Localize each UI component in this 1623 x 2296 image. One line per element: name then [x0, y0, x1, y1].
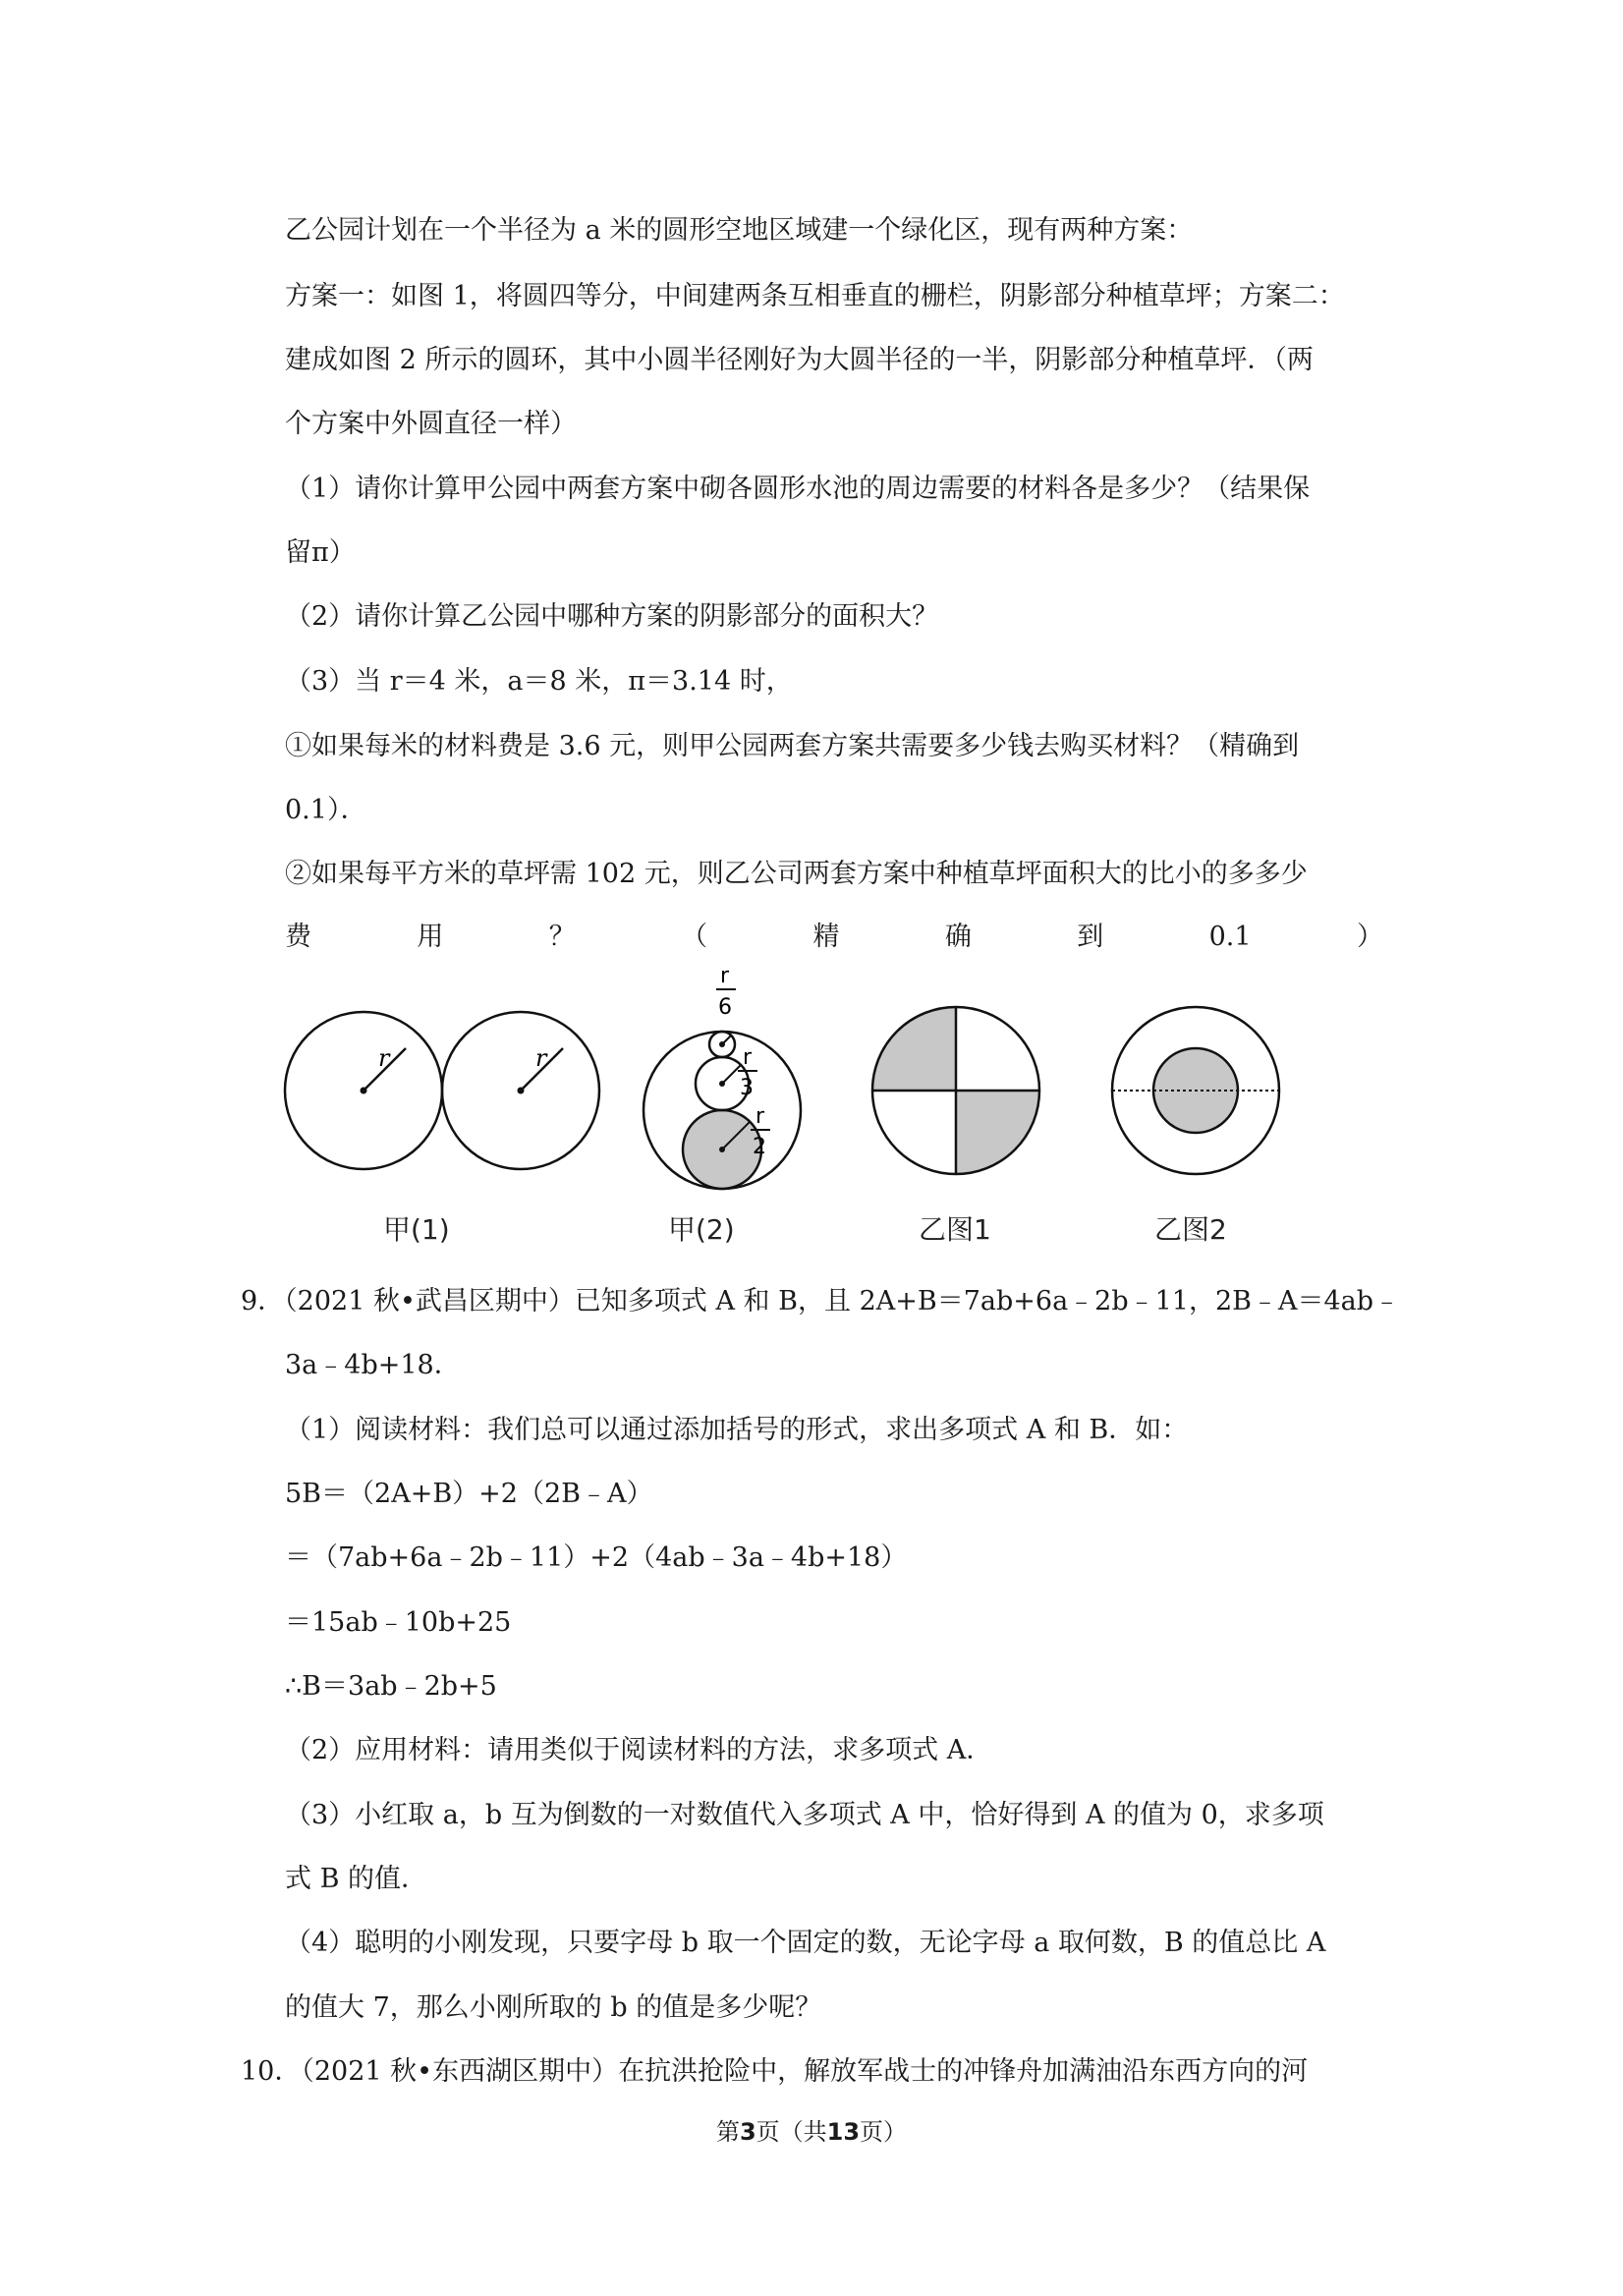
text-line: （2）请你计算乙公园中哪种方案的阴影部分的面积大？ — [285, 601, 939, 632]
text-line: 0.1）． — [285, 795, 367, 825]
caption-yi-1: 乙图1 — [919, 1213, 991, 1246]
page-total: 13 — [826, 2118, 861, 2146]
caption-jia-2: 甲(2) — [668, 1213, 735, 1246]
page-number: 3 — [739, 2118, 756, 2146]
figure-jia-1 — [280, 968, 614, 1213]
radius-label: r — [378, 1044, 390, 1072]
figure-yi-1 — [830, 968, 1086, 1213]
label-2: 2 — [753, 1135, 766, 1159]
q9-line: ＝15ab﹣10b+25 — [285, 1607, 512, 1638]
figure-jia-2 — [634, 953, 811, 1218]
q9-line: （4）聪明的小刚发现，只要字母 b 取一个固定的数，无论字母 a 取何数，B 的值总比 A — [285, 1928, 1326, 1958]
justified-line: 费 用 ？ （ 精 确 到 0.1 ） — [285, 922, 1383, 952]
figures-row — [275, 964, 1316, 1262]
q9-line: 3a﹣4b+18． — [285, 1350, 461, 1380]
text-line: （1）请你计算甲公园中两套方案中砌各圆形水池的周边需要的材料各是多少？（结果保 — [285, 474, 1311, 504]
text-line: 乙公园计划在一个半径为 a 米的圆形空地区域建一个绿化区，现有两种方案： — [285, 215, 1194, 246]
label-6: 6 — [718, 995, 732, 1020]
caption-yi-2: 乙图2 — [1154, 1213, 1227, 1246]
text-line: 方案一：如图 1，将圆四等分，中间建两条互相垂直的栅栏，阴影部分种植草坪；方案二： — [285, 281, 1345, 311]
text-line: 建成如图 2 所示的圆环，其中小圆半径刚好为大圆半径的一半，阴影部分种植草坪．（两 — [285, 345, 1314, 375]
label-r: r — [756, 1104, 765, 1129]
text-line: （3）当 r＝4 米，a＝8 米，π＝3.14 时， — [285, 666, 793, 697]
q9-line: （3）小红取 a，b 互为倒数的一对数值代入多项式 A 中，恰好得到 A 的值为 0，求多项 — [285, 1800, 1324, 1830]
radius-label: r — [535, 1044, 547, 1072]
q9-line: 9．（2021 秋•武昌区期中）已知多项式 A 和 B，且 2A+B＝7ab+6a﹣2b﹣11，2B﹣A＝4ab﹣ — [241, 1286, 1401, 1316]
q10-line: 10．（2021 秋•东西湖区期中）在抗洪抢险中，解放军战士的冲锋舟加满油沿东西方向的河 — [241, 2056, 1309, 2087]
caption-jia-1: 甲(1) — [383, 1213, 450, 1246]
text-line: 留π） — [285, 537, 356, 568]
q9-line: ＝（7ab+6a﹣2b﹣11）+2（4ab﹣3a﹣4b+18） — [285, 1542, 908, 1573]
q9-line: ∴B＝3ab﹣2b+5 — [285, 1671, 497, 1702]
text-line: 个方案中外圆直径一样） — [285, 409, 577, 439]
q9-line: 的值大 7，那么小刚所取的 b 的值是多少呢？ — [285, 1992, 822, 2023]
q9-line: 5B＝（2A+B）+2（2B﹣A） — [285, 1479, 653, 1509]
label-r: r — [743, 1045, 753, 1070]
q9-line: 式 B 的值． — [285, 1864, 428, 1894]
q9-line: （2）应用材料：请用类似于阅读材料的方法，求多项式 A． — [285, 1735, 993, 1765]
figure-yi-2 — [1076, 968, 1312, 1213]
page-footer: 第3页（共13页） — [715, 2118, 908, 2146]
text-line: ①如果每米的材料费是 3.6 元，则甲公园两套方案共需要多少钱去购买材料？（精确到 — [285, 731, 1300, 761]
text-line: ②如果每平方米的草坪需 102 元，则乙公司两套方案中种植草坪面积大的比小的多多少 — [285, 859, 1308, 889]
label-r: r — [720, 964, 730, 988]
q9-line: （1）阅读材料：我们总可以通过添加括号的形式，求出多项式 A 和 B．如： — [285, 1415, 1189, 1445]
label-3: 3 — [740, 1076, 754, 1100]
